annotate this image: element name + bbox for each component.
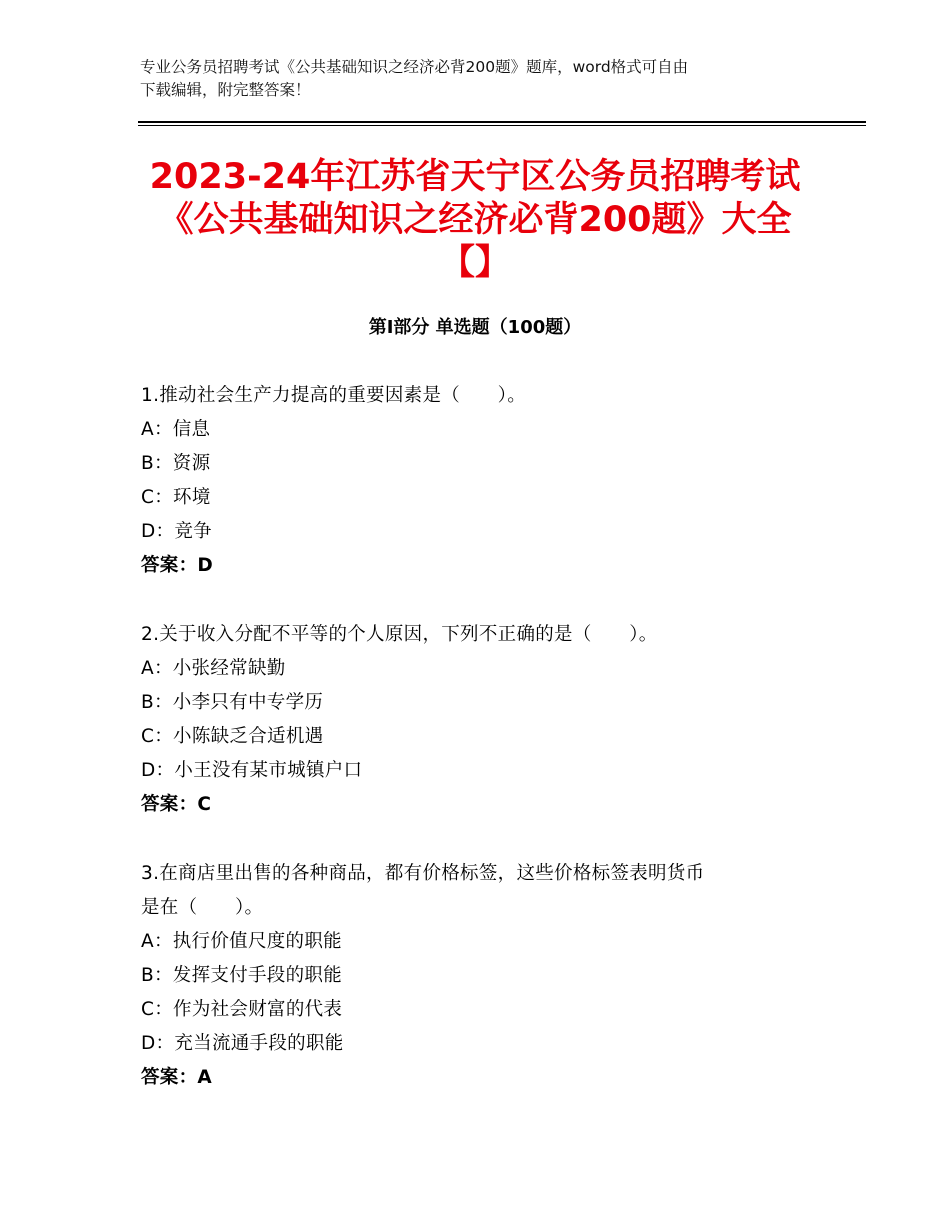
- section-title: 第Ⅰ部分 单选题（100题）: [368, 317, 582, 338]
- option-b: B：发挥支付手段的职能: [141, 965, 342, 986]
- header-note-line: 下载编辑，附完整答案！: [140, 81, 311, 99]
- document-title: [100, 156, 850, 285]
- option-a: A：信息: [141, 419, 211, 440]
- answer-key: 答案：D: [141, 555, 214, 576]
- option-d: D：充当流通手段的职能: [141, 1033, 344, 1054]
- header-rule-thick: [138, 121, 866, 123]
- question-stem: 1.推动社会生产力提高的重要因素是（ ）。: [141, 385, 527, 406]
- question-stem: 2.关于收入分配不平等的个人原因，下列不正确的是（ ）。: [141, 624, 658, 645]
- question-item: [141, 379, 821, 583]
- title-line: 2023-24年江苏省天宁区公务员招聘考试: [149, 157, 801, 197]
- option-b: B：小李只有中专学历: [141, 692, 324, 713]
- option-a: A：小张经常缺勤: [141, 658, 286, 679]
- question-stem: 3.在商店里出售的各种商品，都有价格标签，这些价格标签表明货币: [141, 863, 705, 884]
- answer-key: 答案：A: [141, 1067, 213, 1088]
- answer-key: 答案：C: [141, 794, 212, 815]
- option-d: D：小王没有某市城镇户口: [141, 760, 363, 781]
- option-c: C：作为社会财富的代表: [141, 999, 343, 1020]
- header-note-line: 专业公务员招聘考试《公共基础知识之经济必背200题》题库，word格式可自由: [140, 58, 689, 76]
- option-b: B：资源: [141, 453, 211, 474]
- option-c: C：小陈缺乏合适机遇: [141, 726, 324, 747]
- option-c: C：环境: [141, 487, 211, 508]
- title-line: 【】: [439, 243, 510, 283]
- question-item: [141, 618, 821, 822]
- option-d: D：竞争: [141, 521, 212, 542]
- title-line: 《公共基础知识之经济必背200题》大全: [158, 200, 792, 240]
- header-rule-thin: [138, 125, 866, 126]
- question-item: [141, 857, 821, 1095]
- option-a: A：执行价值尺度的职能: [141, 931, 342, 952]
- question-stem-continued: 是在（ ）。: [141, 897, 264, 918]
- header-note: [140, 56, 820, 102]
